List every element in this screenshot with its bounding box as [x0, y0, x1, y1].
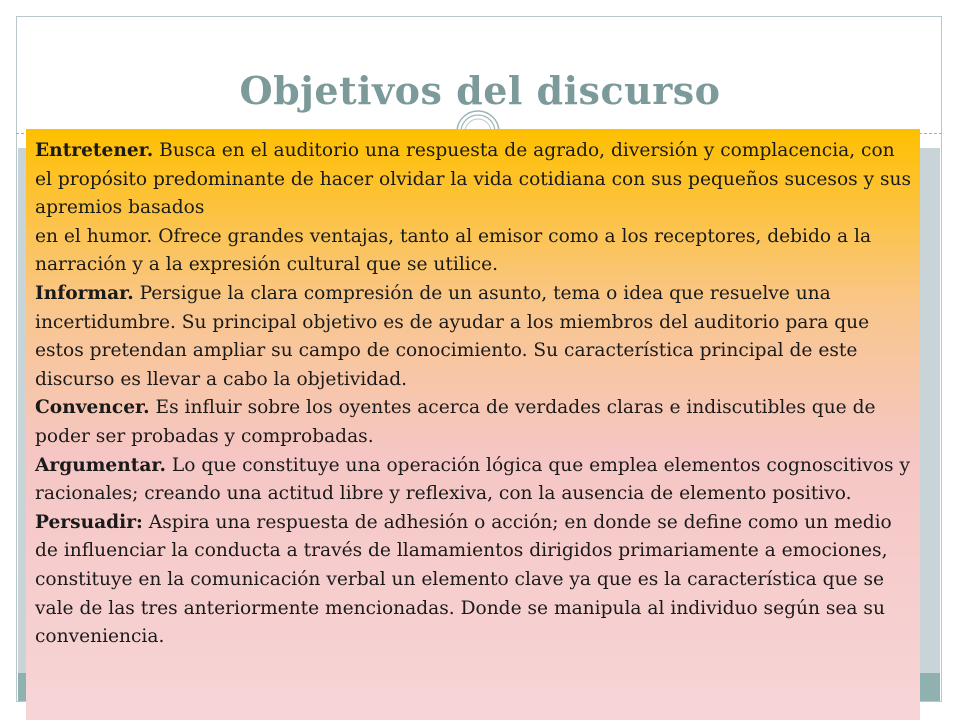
slide-title: Objetivos del discurso — [239, 68, 721, 113]
paragraph-informar — [35, 280, 912, 394]
paragraph-text: en el humor. Ofrece grandes ventajas, tanto al emisor como a los receptores, debido a la narración y a la expresión cultural que se utilice. — [35, 225, 872, 276]
paragraph-convencer — [35, 394, 912, 451]
content-box — [26, 129, 920, 720]
paragraph-entretener — [35, 137, 912, 223]
paragraph-text: Es influir sobre los oyentes acerca de verdades claras e indiscutibles que de poder ser probadas y comprobadas. — [35, 397, 876, 447]
term-label: Informar. — [35, 282, 134, 304]
paragraph-text: Persigue la clara compresión de un asunto, tema o idea que resuelve una incertidumbre. Su principal objetivo es de ayudar a los miembros del auditorio para que estos pretendan ampliar su campo de conocimiento. Su característica principal de este discurso es llevar a cabo la objetividad. — [35, 282, 870, 390]
term-label: Argumentar. — [35, 454, 166, 476]
term-label: Convencer. — [35, 397, 150, 419]
paragraph-persuadir — [35, 509, 912, 652]
paragraph-text: Busca en el auditorio una respuesta de agrado, diversión y complacencia, con el propósito predominante de hacer olvidar la vida cotidiana con sus pequeños sucesos y sus apremios basados — [35, 140, 912, 219]
paragraph-text: Aspira una respuesta de adhesión o acción; en donde se define como un medio de influenciar la conducta a través de llamamientos dirigidos primariamente a emociones, constituye en la comunicación verbal un elemento clave ya que es la característica que se vale de las tres anteriormente mencionadas. Donde se manipula al individuo según sea su conveniencia. — [35, 511, 892, 648]
term-label: Entretener. — [35, 140, 154, 161]
term-label: Persuadir: — [35, 511, 143, 533]
paragraph-entretener-cont — [35, 223, 912, 280]
paragraph-text: Lo que constituye una operación lógica que emplea elementos cognoscitivos y racionales; creando una actitud libre y reflexiva, con la ausencia de elemento positivo. — [35, 454, 911, 505]
paragraph-argumentar — [35, 452, 912, 509]
